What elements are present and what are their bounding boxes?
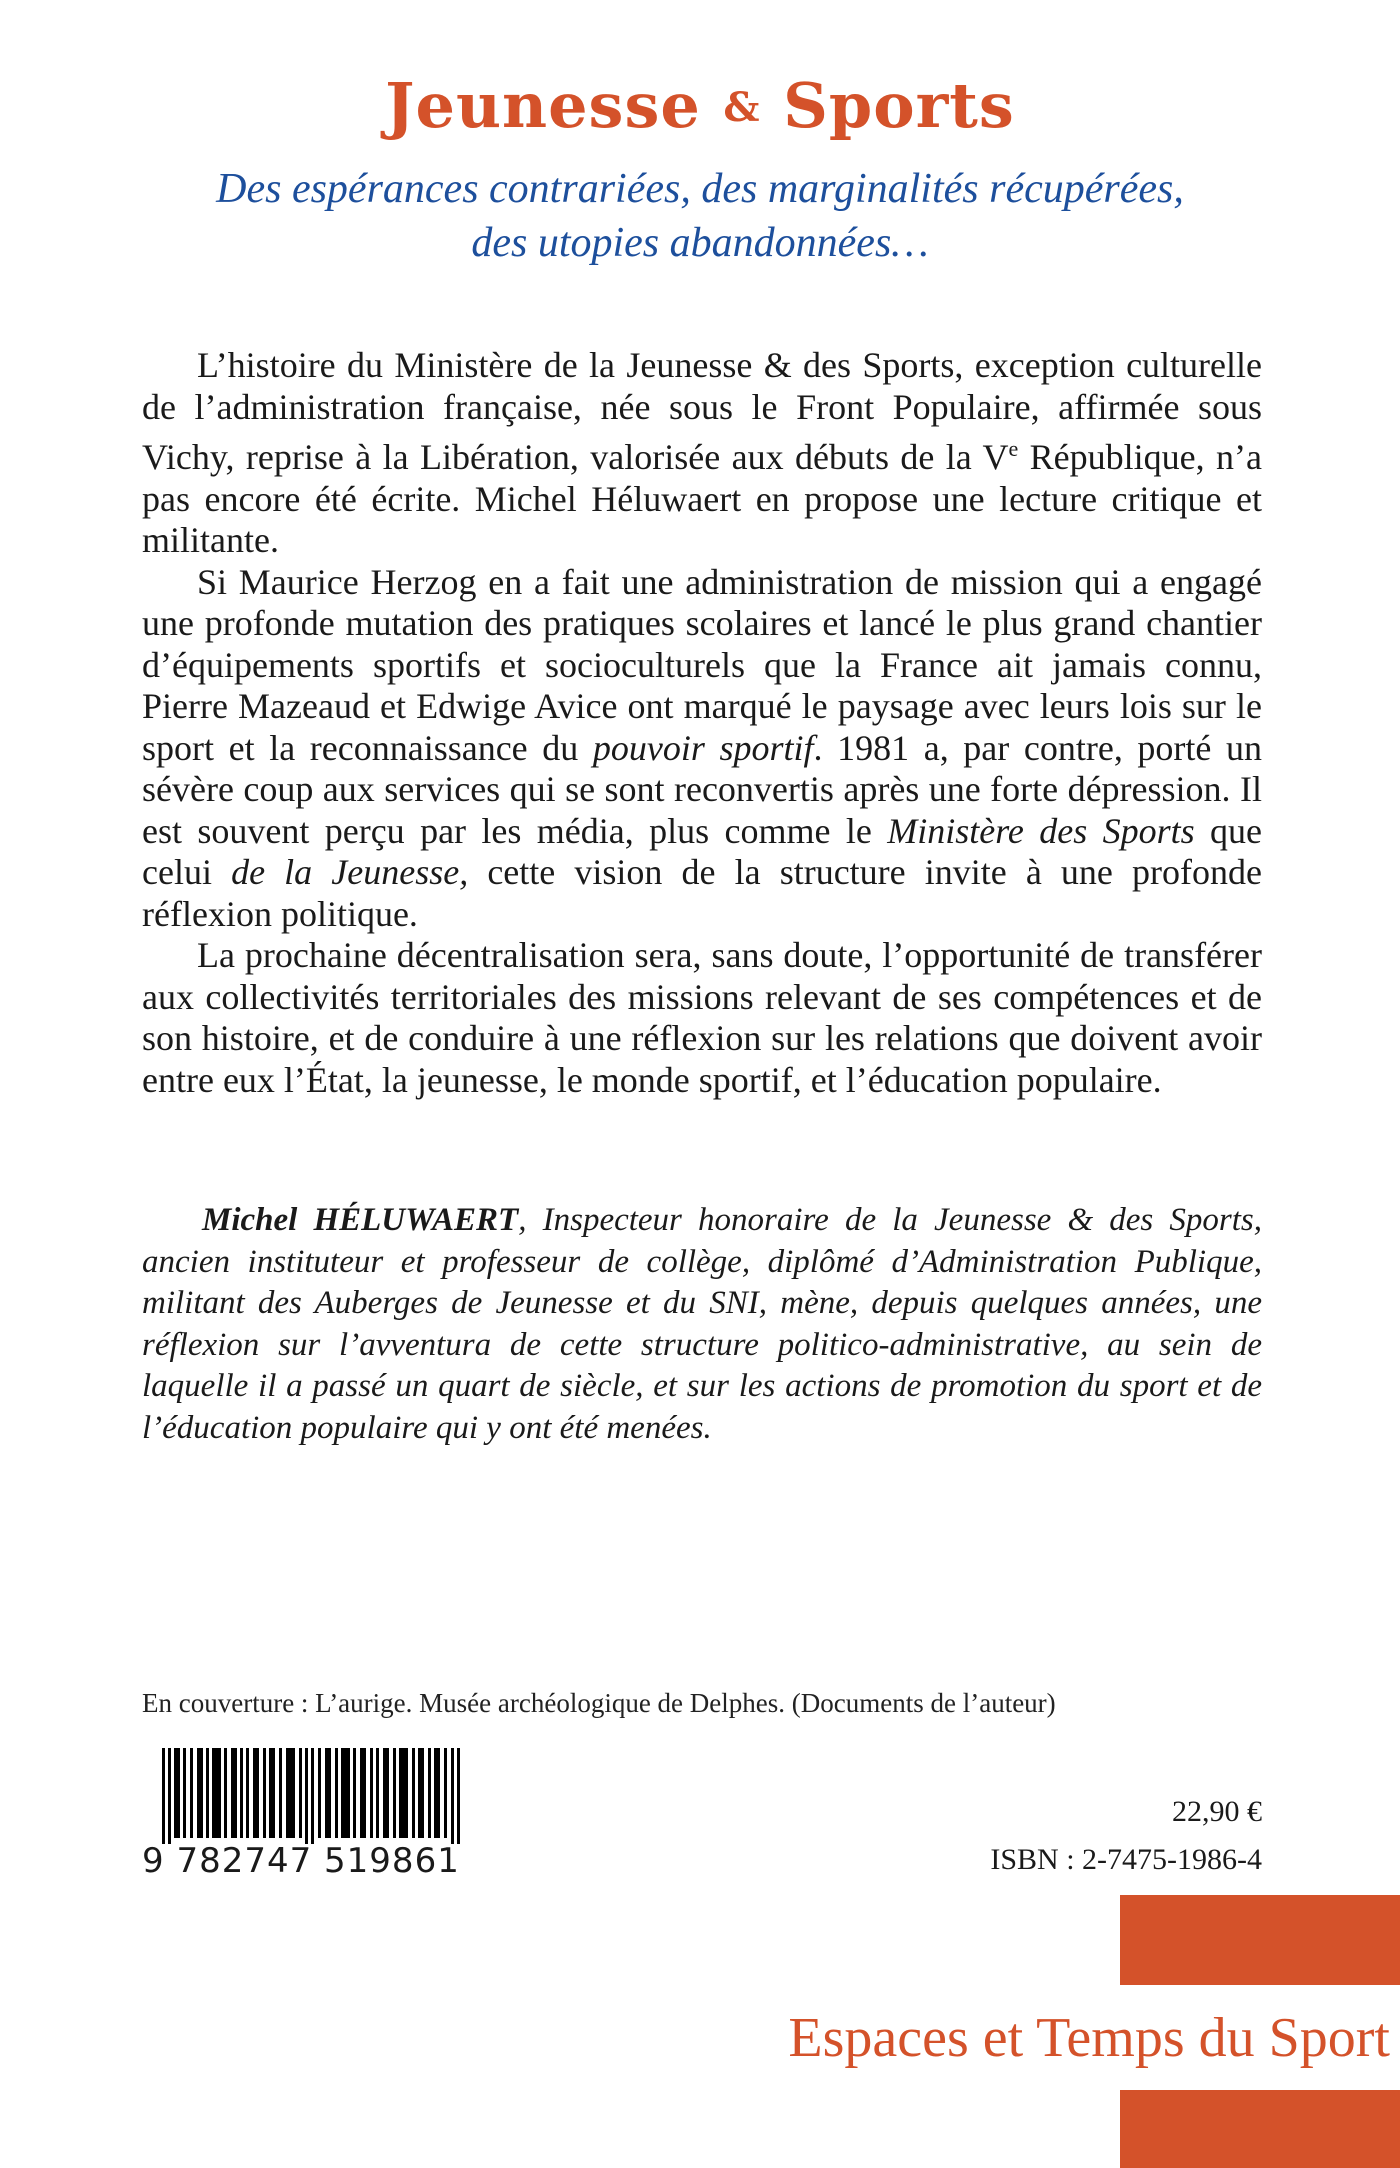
blurb-p2-text-d: cette vision de la structure invite à une profonde réflexion politique. <box>142 852 1262 934</box>
blurb <box>142 345 1262 1101</box>
blurb-p2-text-b: . 1981 a, par contre, porté un sévère coup aux services qui se sont reconvertis après une forte dépression. Il est souvent perçu par les média, plus comme le <box>142 727 1262 851</box>
blurb-p2-text-a: Si Maurice Herzog en a fait une administration de mission qui a engagé une profonde mutation des pratiques scolaires et lancé le plus grand chantier d’équipements sportifs et socioculturels que la France ait jamais connu, Pierre Mazeaud et Edwige Avice ont marqué le paysage avec leurs lois sur le sport et la reconnaissance du <box>142 561 1262 768</box>
author-bio <box>142 1200 1262 1449</box>
barcode-digits: 9 782747 519861 <box>142 1844 482 1878</box>
blurb-p2-text-c: que celui <box>142 810 1262 892</box>
subtitle-line-2: des utopies abandonnées… <box>471 220 929 266</box>
book-title <box>0 69 1400 142</box>
subtitle-line-1: Des espérances contrariées, des marginalités récupérées, <box>216 166 1184 212</box>
price: 22,90 € <box>1172 1795 1262 1828</box>
barcode-bars <box>142 1748 482 1848</box>
cover-credit: En couverture : L’aurige. Musée archéologique de Delphes. (Documents de l’auteur) <box>142 1688 1056 1718</box>
book-subtitle <box>0 162 1400 270</box>
series-title: Espaces et Temps du Sport <box>788 2007 1390 2069</box>
blurb-p2-emphasis-3: de la Jeunesse, <box>231 852 469 892</box>
series-band-bottom <box>1120 2090 1400 2168</box>
blurb-paragraph-1 <box>142 345 1262 562</box>
author-bio-text: , Inspecteur honoraire de la Jeunesse & des Sports, ancien instituteur et professeur de collège, diplômé d’Administration Publique, militant des Auberges de Jeunesse et du SNI, mène, depuis quelques années, une réflexion sur l’avventura de cette structure politico-administrative, au sein de laquelle il a passé un quart de siècle, et sur les actions de promotion du sport et de l’éducation populaire qui y ont été menées. <box>142 1202 1262 1446</box>
blurb-p1-text-b: République, n’a pas encore été écrite. Michel Héluwaert en propose une lecture critique et militante. <box>142 437 1262 560</box>
barcode <box>142 1748 482 1881</box>
isbn: ISBN : 2-7475-1986-4 <box>990 1843 1262 1876</box>
blurb-p2-emphasis-1: pouvoir sportif <box>592 727 814 768</box>
blurb-p1-superscript: e <box>1008 436 1019 461</box>
title-part-1: Jeunesse <box>385 69 701 142</box>
title-part-2: Sports <box>783 69 1015 142</box>
series-band-top <box>1120 1895 1400 1985</box>
blurb-p2-emphasis-2: Ministère des Sports <box>887 810 1195 851</box>
title-ampersand: & <box>723 84 761 131</box>
author-name: Michel HÉLUWAERT <box>202 1202 519 1238</box>
blurb-p1-text-a: L’histoire du Ministère de la Jeunesse & des Sports, exception culturelle de l’administration française, née sous le Front Populaire, affirmée sous Vichy, reprise à la Libération, valorisée aux débuts de la V <box>142 345 1262 477</box>
blurb-paragraph-2 <box>142 562 1262 936</box>
blurb-paragraph-3: La prochaine décentralisation sera, sans doute, l’opportunité de transférer aux collectivités territoriales des missions relevant de ses compétences et de son histoire, et de conduire à une réflexion sur les relations que doivent avoir entre eux l’État, la jeunesse, le monde sportif, et l’éducation populaire. <box>142 935 1262 1100</box>
